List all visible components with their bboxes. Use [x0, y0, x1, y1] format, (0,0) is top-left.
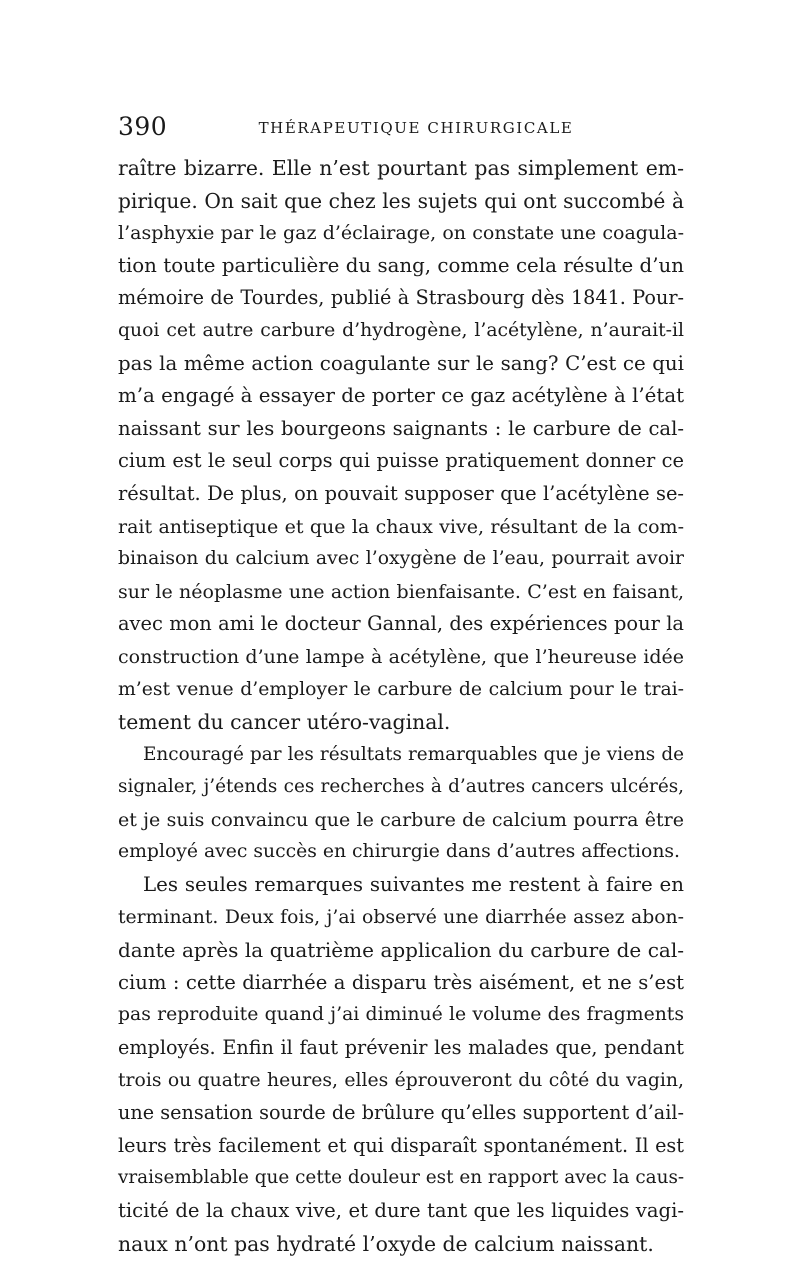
text-line: pirique. On sait que chez les sujets qui ont succombé à — [118, 188, 684, 213]
text-line: avec mon ami le docteur Gannal, des expériences pour la — [118, 612, 684, 636]
body-text — [118, 152, 684, 1260]
text-line: rait antiseptique et que la chaux vive, résultant de la com- — [118, 515, 684, 538]
text-line: cium : cette diarrhée a disparu très aisément, et ne s’est — [118, 970, 684, 994]
text-line: construction d’une lampe à acétylène, que l’heureuse idée — [118, 645, 684, 668]
running-head — [118, 112, 684, 142]
text-line: naux n’ont pas hydraté l’oxyde de calcium naissant. — [118, 1231, 654, 1256]
text-line: dante après la quatrième applicalion du carbure de cal- — [118, 938, 684, 963]
text-line: quoi cet autre carbure d’hydrogène, l’acétylène, n’aurait-il — [118, 319, 684, 341]
page-number: 390 — [118, 112, 168, 141]
text-line: employé avec succès en chirurgie dans d’autres affections. — [118, 841, 681, 863]
text-line: cium est le seul corps qui puisse pratiquement donner ce — [118, 449, 684, 473]
text-line: mémoire de Tourdes, publié à Strasbourg dès 1841. Pour- — [118, 286, 684, 310]
text-line: pas la même action coagulante sur le sang? C’est ce qui — [118, 351, 684, 375]
text-line: terminant. Deux fois, j’ai observé une diarrhée assez abon- — [118, 906, 684, 928]
text-line: signaler, j’étends ces recherches à d’autres cancers ulcérés, — [118, 776, 684, 798]
text-line: tement du cancer utéro-vaginal. — [118, 710, 451, 735]
text-line: Les seules remarques suivantes me restent à faire en — [143, 873, 684, 897]
text-line: et je suis convaincu que le carbure de calcium pourra être — [118, 808, 684, 831]
text-line: l’asphyxie par le gaz d’éclairage, on constate une coagula- — [118, 222, 684, 245]
text-line: ticité de la chaux vive, et dure tant que les liquides vagi- — [118, 1199, 684, 1222]
text-line: m’a engagé à essayer de porter ce gaz acétylène à l’état — [118, 384, 685, 408]
text-line: employés. Enfin il faut prévenir les malades que, pendant — [118, 1036, 684, 1060]
text-line: m’est venue d’employer le carbure de calcium pour le trai- — [118, 678, 684, 700]
text-line: Encouragé par les résultats remarquables que je viens de — [143, 743, 684, 765]
text-line: tion toute particulière du sang, comme cela résulte d’un — [118, 253, 684, 277]
text-line: pas reproduite quand j’ai diminué le volume des fragments — [118, 1004, 684, 1026]
text-line: trois ou quatre heures, elles éprouveront du côté du vagin, — [118, 1069, 684, 1091]
text-line: raître bizarre. Elle n’est pourtant pas simplement em- — [118, 156, 684, 180]
text-line: vraisemblable que cette douleur est en rapport avec la caus- — [118, 1167, 685, 1189]
running-title: THÉRAPEUTIQUE CHIRURGICALE — [258, 119, 574, 137]
text-line: sur le néoplasme une action bienfaisante. C’est en faisant, — [118, 580, 684, 603]
text-line: résultat. De plus, on pouvait supposer que l’acétylène se- — [118, 481, 684, 505]
text-line: leurs très facilement et qui disparaît spontanément. Il est — [118, 1133, 684, 1157]
text-line: une sensation sourde de brûlure qu’elles supportent d’ail- — [118, 1101, 684, 1125]
text-line: binaison du calcium avec l’oxygène de l’eau, pourrait avoir — [118, 548, 684, 570]
text-line: naissant sur les bourgeons saignants : le carbure de cal- — [118, 416, 684, 440]
